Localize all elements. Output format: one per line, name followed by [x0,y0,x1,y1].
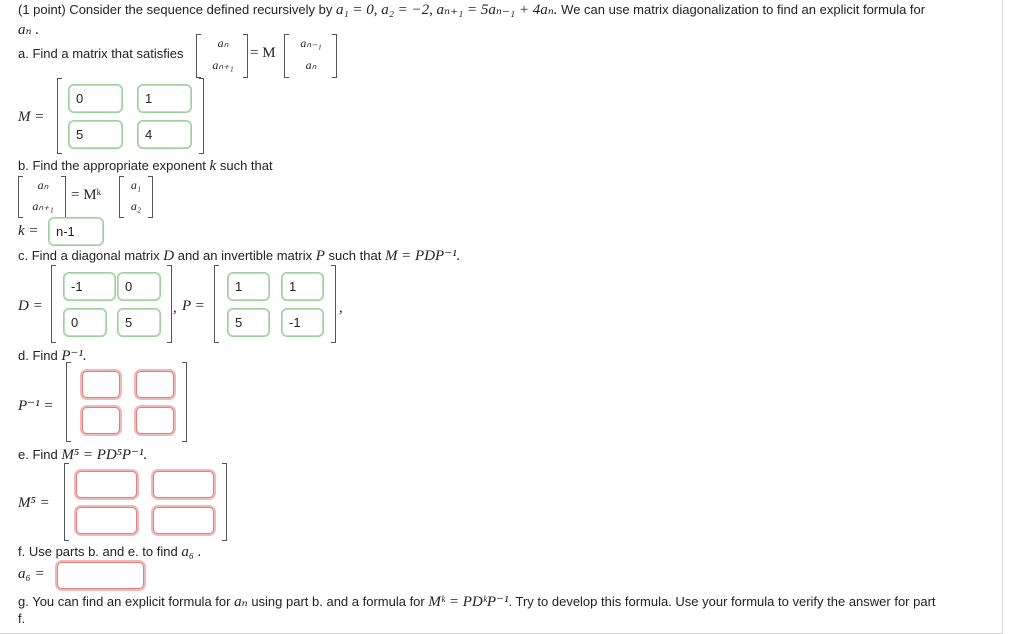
equals-Mk: = Mᵏ [71,187,102,203]
M-entry-12[interactable]: 1 [138,85,191,112]
M-entry-21[interactable]: 5 [69,121,122,148]
P-entry-22[interactable]: -1 [282,309,323,336]
a6-symbol: a₆ . [181,544,202,560]
part-b-lead: b. Find the appropriate exponent [18,158,206,173]
part-c-mid: and an invertible matrix [177,248,313,263]
bracket [332,34,337,78]
Mk-formula: Mᵏ = PDᵏP⁻¹ [428,594,509,610]
part-g-lead: g. You can find an explicit formula for [18,594,231,609]
part-g-mid: using part b. and a formula for [251,594,425,609]
D-entry-21[interactable]: 0 [64,309,106,336]
part-g-tail: . Try to develop this formula. Use your formula to verify the answer for part [508,594,936,609]
part-c-lead: c. Find a diagonal matrix [18,248,160,263]
bracket [214,265,219,343]
bracket [51,265,56,343]
M5-entry-22[interactable] [153,507,214,534]
a6-label: a₆ = [18,566,45,582]
Pinv-entry-12[interactable] [136,371,174,398]
D-entry-22[interactable]: 5 [118,309,160,336]
k-label: k = [18,223,39,239]
vec-entry: aₙ₊₁ [32,199,54,213]
bracket [284,34,289,78]
problem-statement [18,0,925,19]
vec-entry: aₙ [37,178,49,192]
statement-line2: aₙ . [18,22,40,38]
statement-suffix: We can use matrix diagonalization to find an explicit formula for [561,2,926,17]
Pinv-entry-22[interactable] [136,407,174,434]
a1-def: a₁ = 0, [335,2,378,18]
bracket [196,34,201,78]
part-g-end: f. [18,611,26,626]
part-b-text [18,158,273,175]
bracket [222,463,227,541]
bracket [148,176,153,218]
D-symbol: D [163,248,175,264]
P-label: P = [182,298,205,314]
M5-entry-21[interactable] [76,507,137,534]
part-d-lead: d. Find [18,348,58,363]
M5-entry-12[interactable] [153,471,214,498]
comma: , [173,300,177,316]
D-entry-12[interactable]: 0 [118,273,160,300]
M-entry-22[interactable]: 4 [138,121,191,148]
P-entry-21[interactable]: 5 [228,309,269,336]
k-input[interactable]: n-1 [49,218,103,245]
P-symbol: P [315,248,325,264]
a2-def: a₂ = −2, [381,2,433,18]
P-inverse-label: P⁻¹ = [18,398,54,414]
part-g-text [18,592,936,611]
part-f-text [18,544,202,561]
Pinv-entry-21[interactable] [82,407,120,434]
D-label: D = [18,298,43,314]
vec-entry: a₂ [130,199,142,213]
k-symbol: k [209,158,217,174]
M-label: M = [18,109,45,125]
a6-input[interactable] [57,562,144,589]
part-f-lead: f. Use parts b. and e. to find [18,544,178,559]
vec-entry: aₙ₊₁ [212,58,234,72]
vec-entry: aₙ [305,58,317,72]
recurrence: aₙ₊₁ = 5aₙ₋₁ + 4aₙ. [436,2,558,18]
part-d-text [18,346,87,365]
bracket [243,34,248,78]
an-symbol: aₙ [234,594,248,610]
diagonalization-eq: M = PDP⁻¹. [384,248,461,264]
bracket [331,265,336,343]
equals-M: = M [250,45,276,61]
M5-entry-11[interactable] [76,471,137,498]
bracket [66,362,71,442]
P-entry-11[interactable]: 1 [228,273,269,300]
part-e-lead: e. Find [18,447,58,462]
M5-expr: M⁵ = PD⁵P⁻¹. [61,447,148,463]
vec-entry: aₙ₋₁ [300,36,322,50]
M5-label: M⁵ = [18,495,50,511]
bracket [64,463,69,541]
part-c-tail: such that [328,248,382,263]
statement-prefix: (1 point) Consider the sequence defined recursively by [18,2,333,17]
part-b-tail: such that [219,158,273,173]
part-a-text: a. Find a matrix that satisfies [18,46,184,61]
bracket [18,176,23,218]
bracket [199,78,204,154]
part-e-text [18,445,147,464]
bracket [167,265,172,343]
comma: , [339,300,343,316]
part-c-text [18,246,460,265]
bracket [61,176,66,218]
vec-entry: aₙ [217,36,229,50]
P-entry-12[interactable]: 1 [282,273,323,300]
D-entry-11[interactable]: -1 [64,273,115,300]
Pinv-entry-11[interactable] [82,371,120,398]
bracket [57,78,62,154]
M-entry-11[interactable]: 0 [69,85,122,112]
vec-entry: a₁ [130,178,142,192]
P-inverse-expr: P⁻¹. [61,348,87,364]
bracket [182,362,187,442]
